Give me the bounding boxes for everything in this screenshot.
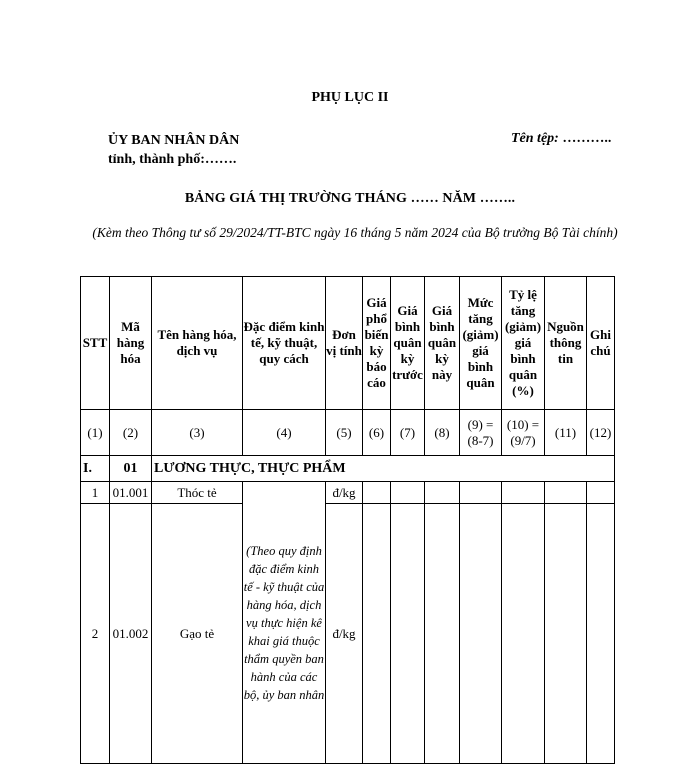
- col-header: Mức tăng (giảm) giá bình quân: [460, 277, 502, 410]
- section-code: 01: [110, 456, 152, 482]
- col-header: Đặc điểm kinh tế, kỹ thuật, quy cách: [243, 277, 326, 410]
- col-number: (2): [110, 410, 152, 456]
- characteristics-note: (Theo quy định đặc điểm kinh tế - kỹ thuật của hàng hóa, dịch vụ thực hiện kê khai giá thuộc thẩm quyền ban hành của các bộ, ủy ban nhân: [243, 482, 326, 764]
- col-number: (12): [587, 410, 615, 456]
- issuing-authority: [108, 131, 239, 169]
- empty-cell: [502, 482, 545, 504]
- col-header: Ghi chú: [587, 277, 615, 410]
- empty-cell: [545, 482, 587, 504]
- row-stt: 1: [81, 482, 110, 504]
- col-number: (1): [81, 410, 110, 456]
- col-header: Đơn vị tính: [326, 277, 363, 410]
- col-header: STT: [81, 277, 110, 410]
- column-number-row: [81, 410, 615, 456]
- section-name: LƯƠNG THỰC, THỰC PHẨM: [152, 456, 615, 482]
- col-number: (7): [391, 410, 425, 456]
- price-table: [80, 276, 615, 764]
- row-name: Thóc tẻ: [152, 482, 243, 504]
- col-number: (10) = (9/7): [502, 410, 545, 456]
- col-header: Tên hàng hóa, dịch vụ: [152, 277, 243, 410]
- table-row: [81, 504, 615, 764]
- empty-cell: [460, 504, 502, 764]
- col-header: Nguồn thông tin: [545, 277, 587, 410]
- table-row: [81, 482, 615, 504]
- row-code: 01.002: [110, 504, 152, 764]
- col-number: (11): [545, 410, 587, 456]
- col-header: Giá bình quân kỳ này: [425, 277, 460, 410]
- row-unit: đ/kg: [326, 504, 363, 764]
- empty-cell: [363, 482, 391, 504]
- col-number: (8): [425, 410, 460, 456]
- empty-cell: [425, 482, 460, 504]
- empty-cell: [587, 482, 615, 504]
- authority-name: ỦY BAN NHÂN DÂN: [108, 133, 240, 148]
- row-stt: 2: [81, 504, 110, 764]
- empty-cell: [363, 504, 391, 764]
- row-code: 01.001: [110, 482, 152, 504]
- col-number: (4): [243, 410, 326, 456]
- col-number: (9) = (8-7): [460, 410, 502, 456]
- header-row: [81, 277, 615, 410]
- col-header: Mã hàng hóa: [110, 277, 152, 410]
- section-row: [81, 456, 615, 482]
- appendix-heading: PHỤ LỤC II: [311, 90, 389, 105]
- file-name-label: Tên tệp:: [511, 131, 559, 146]
- empty-cell: [545, 504, 587, 764]
- row-unit: đ/kg: [326, 482, 363, 504]
- col-number: (5): [326, 410, 363, 456]
- document-subtitle: (Kèm theo Thông tư số 29/2024/TT-BTC ngày 16 tháng 5 năm 2024 của Bộ trưởng Bộ Tài chính): [92, 225, 618, 240]
- authority-province: tỉnh, thành phố:…….: [108, 152, 237, 167]
- file-name-field: [511, 131, 611, 147]
- file-name-value: ………..: [562, 131, 612, 146]
- document-title: BẢNG GIÁ THỊ TRƯỜNG THÁNG …… NĂM ……..: [184, 191, 516, 206]
- empty-cell: [460, 482, 502, 504]
- empty-cell: [502, 504, 545, 764]
- empty-cell: [587, 504, 615, 764]
- empty-cell: [391, 482, 425, 504]
- empty-cell: [391, 504, 425, 764]
- empty-cell: [425, 504, 460, 764]
- col-number: (6): [363, 410, 391, 456]
- col-header: Tỷ lệ tăng (giảm) giá bình quân (%): [502, 277, 545, 410]
- row-name: Gạo tẻ: [152, 504, 243, 764]
- col-header: Giá bình quân kỳ trước: [391, 277, 425, 410]
- section-roman: I.: [81, 456, 110, 482]
- col-number: (3): [152, 410, 243, 456]
- col-header: Giá phổ biến kỳ báo cáo: [363, 277, 391, 410]
